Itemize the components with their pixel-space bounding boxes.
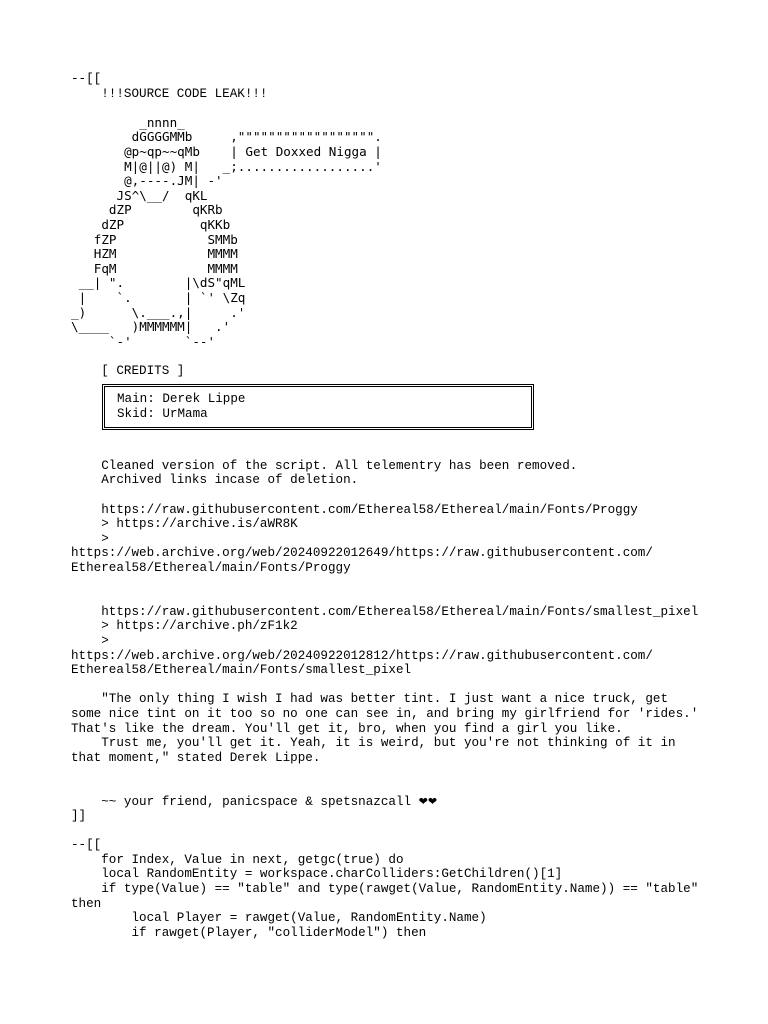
link2-arrow: > [71,633,109,648]
credits-main: Main: Derek Lippe [117,392,246,407]
ascii-art: _nnnn_ dGGGGMMb ,"""""""""""""""""". @p~qp~~qMb | Get Doxxed Nigga | M|@||@) M| _;..................' @,----.JM| -' JS^\__/ qKL dZP qKRb dZP qKKb fZP SMMb HZM MMMM FqM MMMM __| ". |\dS"qML | `. | `' \Zq _) \.___.,| .' \____ )MMMMMM| .' `-' `--' [71,114,382,349]
cleaned-note-line-2: Archived links incase of deletion. [71,473,359,488]
comment-close: ]] [71,809,87,824]
link1-raw: https://raw.githubusercontent.com/Ethereal58/Ethereal/main/Fonts/Proggy [71,502,638,517]
cleaned-note-line-1: Cleaned version of the script. All telementry has been removed. [71,458,578,473]
document-page [71,72,711,940]
leak-title: !!!SOURCE CODE LEAK!!! [71,86,268,101]
quote-line-3: That's like the dream. You'll get it, bro, when you find a girl you like. [71,721,623,736]
heart-icon: ❤❤ [418,794,438,808]
quote-line-2: some nice tint on it too so no one can see in, and bring my girlfriend for 'rides.' [71,706,699,721]
link1-arrow: > [71,531,109,546]
credits-box [102,384,534,429]
link1-archive: > https://archive.is/aWR8K [71,517,298,532]
code-line-2: for Index, Value in next, getgc(true) do [71,852,404,867]
quote-line-1: "The only thing I wish I had was better tint. I just want a nice truck, get [71,692,669,707]
credits-skid: Skid: UrMama [117,407,208,422]
quote-line-5: that moment," stated Derek Lippe. [71,750,321,765]
code-line-5: then [71,896,102,911]
link2-archive: > https://archive.ph/zF1k2 [71,619,298,634]
link2-wayback-a: https://web.archive.org/web/20240922012812/https://raw.githubusercontent.com/ [71,648,653,663]
signoff-text: ~~ your friend, panicspace & spetsnazcall [71,794,419,809]
link2-raw: https://raw.githubusercontent.com/Ethereal58/Ethereal/main/Fonts/smallest_pixel [71,604,699,619]
code-line-1: --[[ [71,838,102,853]
code-line-4: if type(Value) == "table" and type(rawget(Value, RandomEntity.Name)) == "table" [71,882,699,897]
signoff [71,795,711,810]
comment-open: --[[ [71,72,102,86]
link1-wayback-a: https://web.archive.org/web/20240922012649/https://raw.githubusercontent.com/ [71,546,653,561]
link2-wayback-b: Ethereal58/Ethereal/main/Fonts/smallest_pixel [71,663,412,678]
credits-heading: [ CREDITS ] [71,363,185,378]
code-line-7: if rawget(Player, "colliderModel") then [71,925,427,940]
code-line-3: local RandomEntity = workspace.charColliders:GetChildren()[1] [71,867,563,882]
link1-wayback-b: Ethereal58/Ethereal/main/Fonts/Proggy [71,561,351,575]
quote-line-4: Trust me, you'll get it. Yeah, it is weird, but you're not thinking of it in [71,736,676,751]
code-line-6: local Player = rawget(Value, RandomEntity.Name) [71,911,487,926]
